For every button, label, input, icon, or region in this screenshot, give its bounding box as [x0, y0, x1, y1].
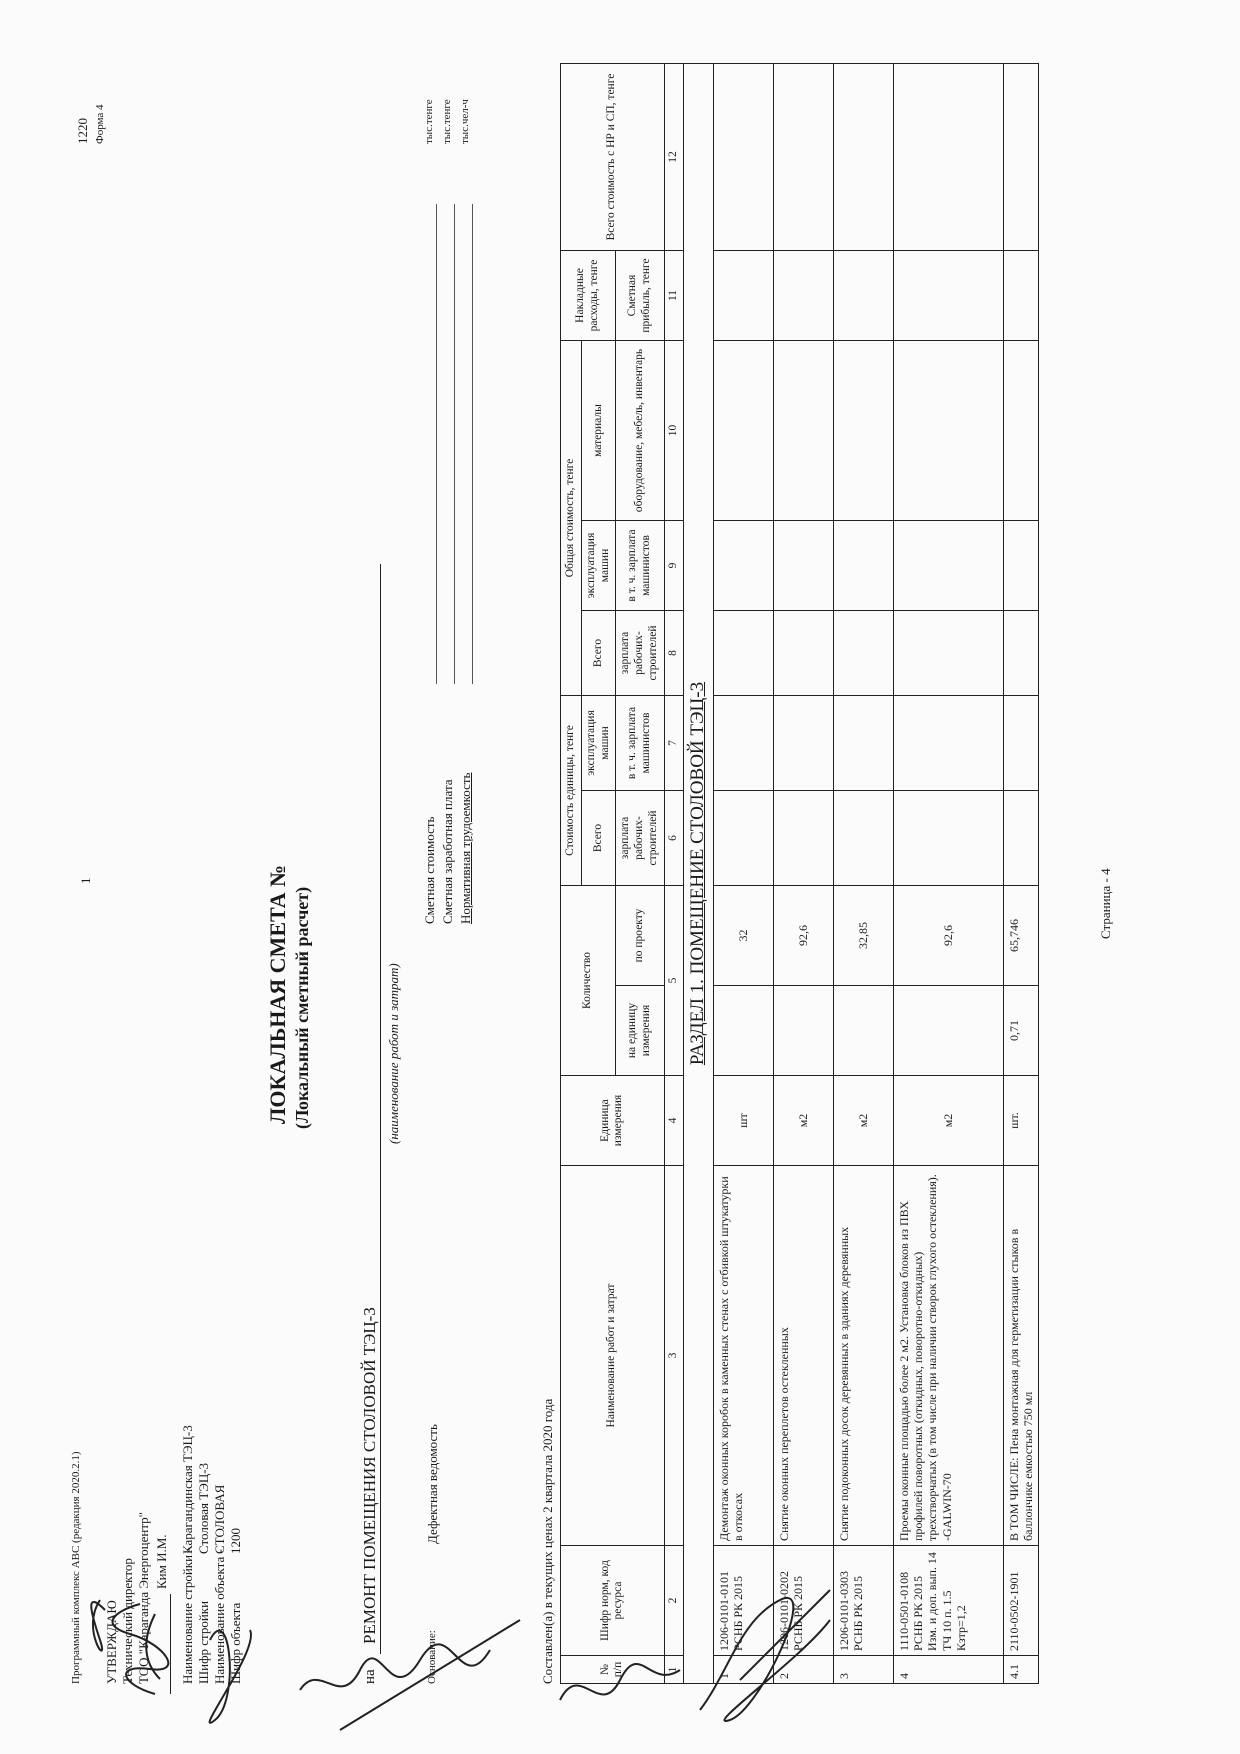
document-subtitle: (Локальный сметный расчет) [292, 886, 312, 1129]
estimate-sheet [70, 74, 1170, 1684]
row-qty-unit [893, 986, 1003, 1076]
table-row [773, 64, 833, 1684]
work-prefix: на [362, 1669, 378, 1684]
row-unit: м2 [893, 1076, 1003, 1166]
summary-unit-3: тыс.чел-ч [459, 99, 471, 144]
row-name: Проемы оконные площадью более 2 м2. Установка блоков из ПВХ профилей поворотных (откидных, поворотно-откидных) трехстворчатых (в том числе при наличии створок глухого остекления). -GALWIN-70 [893, 1166, 1003, 1546]
object-value: СТОЛОВАЯ [212, 1484, 227, 1554]
section-title: РАЗДЕЛ 1. ПОМЕЩЕНИЕ СТОЛОВОЙ ТЭЦ-3 [683, 64, 713, 1684]
table-row [1003, 64, 1039, 1684]
row-num: 3 [833, 1656, 893, 1684]
header-unit-machine-wages: в т. ч. зарплата машинистов [616, 696, 664, 791]
compiled-note: Составлен(а) в текущих ценах 2 квартала 2020 года [540, 1398, 555, 1684]
row-name: Демонтаж оконных коробок в каменных стенах с отбивкой штукатурки в откосах [713, 1166, 773, 1546]
col-number: 2 [664, 1546, 683, 1656]
page-footer: Страница - 4 [1098, 868, 1113, 939]
row-code: 1110-0501-0108 РСНБ РК 2015 Изм. и доп. вып. 14 ТЧ 10 п. 1.5 Кзтр=1,2 [893, 1546, 1003, 1656]
summary-line-2 [454, 204, 455, 684]
header-unit-cost: Стоимость единицы, тенге [561, 696, 582, 886]
row-code: 1206-0101-0101 РСНБ РК 2015 [713, 1546, 773, 1656]
header-total-all: Всего [581, 611, 616, 696]
header-code: Шифр норм, код ресурса [561, 1546, 665, 1656]
summary-unit-2: тыс.тенге [441, 99, 453, 144]
row-qty-unit [713, 986, 773, 1076]
row-num: 4 [893, 1656, 1003, 1684]
col-number: 5 [664, 886, 683, 1076]
header-unit-machines: эксплуатация машин [581, 696, 616, 791]
form-label: Форма 4 [94, 104, 106, 144]
header-qty-project: по проекту [616, 886, 664, 986]
col-number: 7 [664, 696, 683, 791]
form-number: 1220 [75, 118, 90, 144]
row-code: 1206-0101-0303 РСНБ РК 2015 [833, 1546, 893, 1656]
row-qty-unit [773, 986, 833, 1076]
approval-label: УТВЕРЖДАЮ [104, 1600, 119, 1684]
header-unit-total: Всего [581, 791, 616, 886]
col-number: 11 [664, 251, 683, 341]
object-code-label: Шифр объекта [228, 1602, 243, 1684]
row-unit: м2 [833, 1076, 893, 1166]
row-num: 2 [773, 1656, 833, 1684]
summary-wages: Сметная заработная плата [440, 779, 455, 924]
header-profit: Сметная прибыль, тенге [616, 251, 664, 341]
row-unit: м2 [773, 1076, 833, 1166]
project-value: Карагандинская ТЭЦ-3 [180, 1425, 195, 1554]
approval-company: ТОО "Караганда Энергоцентр" [136, 1512, 151, 1684]
row-name: В ТОМ ЧИСЛЕ: Пена монтажная для герметизации стыков в баллончике емкостью 750 мл [1003, 1166, 1039, 1546]
project-code-label: Шифр стройки [196, 1600, 211, 1684]
summary-line-1 [436, 204, 437, 684]
row-qty: 65,746 [1003, 886, 1039, 986]
header-total-machine-wages: в т. ч. зарплата машинистов [616, 521, 664, 611]
header-total-cost: Общая стоимость, тенге [561, 341, 582, 696]
header-materials: материалы [581, 341, 616, 521]
header-equipment: оборудование, мебель, инвентарь [616, 341, 664, 521]
row-num: 1 [713, 1656, 773, 1684]
project-label: Наименование стройки - [180, 1547, 195, 1684]
header-num: № п/п [561, 1656, 665, 1684]
row-code: 1206-0101-0202 РСНБ РК 2015 [773, 1546, 833, 1656]
row-unit: шт. [1003, 1076, 1039, 1166]
estimate-table [560, 63, 1039, 1684]
page-number-top: 1 [78, 877, 93, 884]
summary-unit-1: тыс.тенге [423, 99, 435, 144]
col-number: 3 [664, 1166, 683, 1546]
header-unit-wages: зарплата рабочих-строителей [616, 791, 664, 886]
row-qty-unit: 0,71 [1003, 986, 1039, 1076]
summary-labor: Нормативная трудоемкость [458, 772, 473, 924]
col-number: 1 [664, 1656, 683, 1684]
row-qty: 32,85 [833, 886, 893, 986]
approval-name: Ким И.М. [154, 1534, 169, 1589]
row-qty-unit [833, 986, 893, 1076]
header-qty-unit: на единицу измерения [616, 986, 664, 1076]
header-grand-total: Всего стоимость с НР и СП, тенге [561, 64, 665, 251]
header-total-wages: зарплата рабочих-строителей [616, 611, 664, 696]
basis-value: Дефектная ведомость [425, 1424, 440, 1544]
handwritten-signatures [40, 1560, 1140, 1750]
row-name: Снятие подоконных досок деревянных в зданиях деревянных [833, 1166, 893, 1546]
col-number: 9 [664, 521, 683, 611]
col-number: 6 [664, 791, 683, 886]
table-row [713, 64, 773, 1684]
document-title: ЛОКАЛЬНАЯ СМЕТА № [265, 864, 290, 1124]
header-name: Наименование работ и затрат [561, 1166, 665, 1546]
software-label: Программный комплекс АВС (редакция 2020.2.1) [70, 1451, 82, 1684]
object-label: Наименование объекта - [212, 1549, 227, 1684]
summary-estimated-cost: Сметная стоимость [422, 816, 437, 924]
row-code: 2110-0502-1901 [1003, 1546, 1039, 1656]
table-row [893, 64, 1003, 1684]
col-number: 8 [664, 611, 683, 696]
table-row [833, 64, 893, 1684]
header-qty: Количество [561, 886, 616, 1076]
basis-label: Основание: [426, 1630, 438, 1684]
project-code-value: Столовая ТЭЦ-3 [196, 1462, 211, 1554]
row-qty: 32 [713, 886, 773, 986]
row-name: Снятие оконных переплетов остекленных [773, 1166, 833, 1546]
row-qty: 92,6 [773, 886, 833, 986]
row-unit: шт [713, 1076, 773, 1166]
work-caption: (наименование работ и затрат) [386, 963, 401, 1144]
col-number: 12 [664, 64, 683, 251]
header-overhead: Накладные расходы, тенге [561, 251, 616, 341]
summary-line-3 [472, 204, 473, 684]
row-qty: 92,6 [893, 886, 1003, 986]
col-number: 10 [664, 341, 683, 521]
object-code-value: 1200 [228, 1528, 243, 1554]
row-num: 4.1 [1003, 1656, 1039, 1684]
col-number: 4 [664, 1076, 683, 1166]
header-total-machines: эксплуатация машин [581, 521, 616, 611]
approval-position: Технический директор [120, 1558, 135, 1684]
header-unit: Единица измерения [561, 1076, 665, 1166]
work-name: РЕМОНТ ПОМЕЩЕНИЯ СТОЛОВОЙ ТЭЦ-3 [360, 564, 381, 1654]
